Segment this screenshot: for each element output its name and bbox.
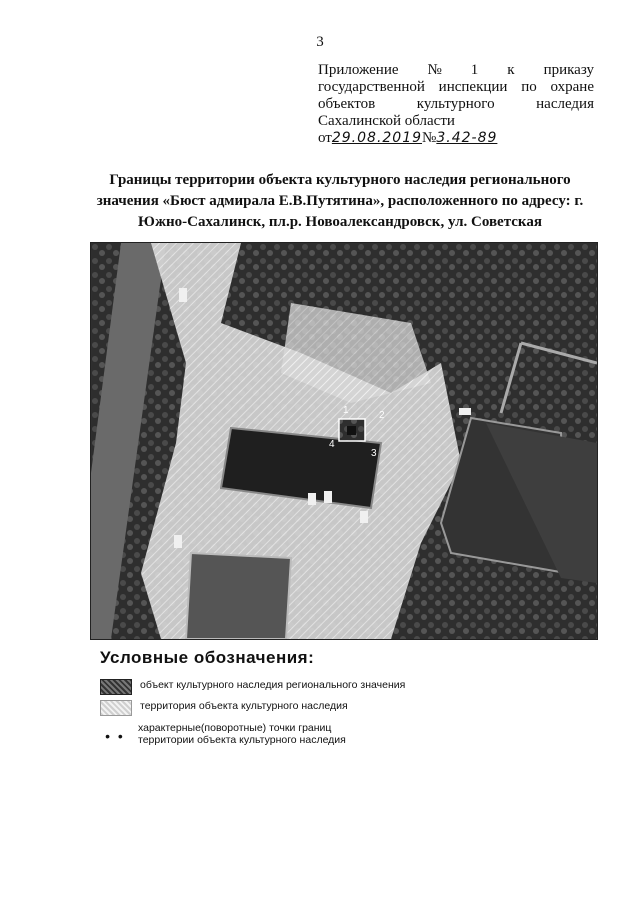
car <box>179 288 187 302</box>
car <box>308 493 316 505</box>
aerial-map <box>90 242 598 640</box>
legend-item-territory: территория объекта культурного наследия <box>100 700 348 716</box>
legend-title: Условные обозначения: <box>100 648 315 667</box>
appendix-line-2: государственной инспекции по охране <box>318 79 594 95</box>
appendix-block <box>318 62 594 147</box>
car <box>174 535 182 548</box>
order-date-number: от 29.08.2019 № 3.42-89 <box>318 130 498 146</box>
territory-hatch-icon <box>100 700 132 716</box>
appendix-line-1: Приложение № 1 к приказу <box>318 62 594 78</box>
car <box>324 491 332 503</box>
order-number: 3.42-89 <box>436 130 498 146</box>
order-date: 29.08.2019 <box>331 130 423 146</box>
appendix-line-4: Сахалинской области <box>318 113 455 129</box>
object-hatch-icon <box>100 679 132 695</box>
boundary-dots-icon: • • <box>105 728 125 744</box>
legend-item-object: объект культурного наследия регионального значения <box>100 679 405 695</box>
legend-item-points: • • характерные(поворотные) точки границ территории объекта культурного наследия <box>100 722 346 746</box>
boundary-point-2: 2 <box>379 410 385 421</box>
car <box>459 408 471 415</box>
car <box>360 511 368 523</box>
appendix-line-3: объектов культурного наследия <box>318 96 594 112</box>
boundary-point-1: 1 <box>343 405 349 416</box>
boundary-point-3: 3 <box>371 448 377 459</box>
page-number: 3 <box>316 34 324 50</box>
boundary-point-4: 4 <box>329 439 335 450</box>
building-bottom <box>186 553 291 639</box>
document-title: Границы территории объекта культурного наследия регионального значения «Бюст адмирала Е.В.Путятина», расположенного по адресу: г. Южно-Сахалинск, пл.р. Новоалександровск, ул. Советская <box>96 172 584 230</box>
